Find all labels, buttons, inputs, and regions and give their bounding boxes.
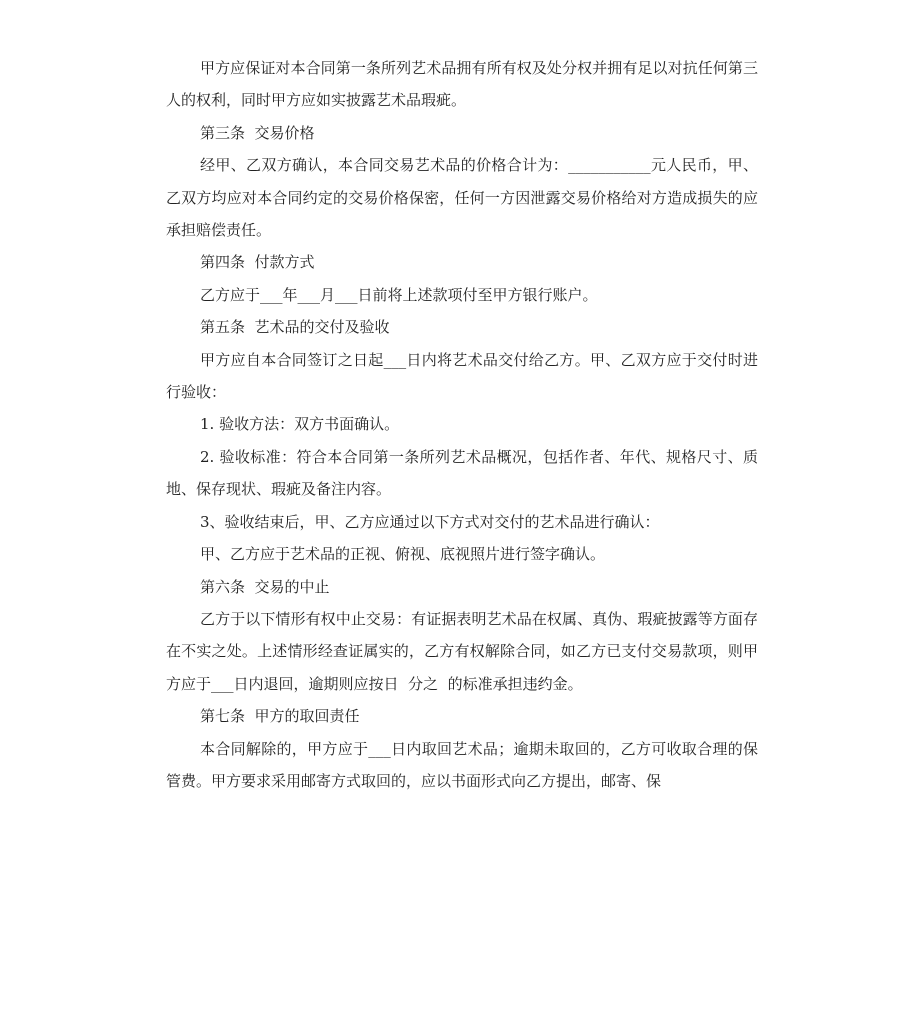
article-5-heading: 第五条 艺术品的交付及验收: [200, 318, 390, 337]
paragraph-inspection-standard: 2. 验收标准：符合本合同第一条所列艺术品概况，包括作者、年代、规格尺寸、质地、保存现状、瑕疵及备注内容。: [166, 447, 758, 499]
paragraph-price: 经甲、乙双方确认，本合同交易艺术品的价格合计为：___________元人民币，甲、乙双方均应对本合同约定的交易价格保密，任何一方因泄露交易价格给对方造成损失的应承担赔偿责任。: [166, 156, 758, 240]
paragraph-inspection-confirmation: 3、验收结束后，甲、乙方应通过以下方式对交付的艺术品进行确认：: [200, 512, 660, 531]
paragraph-suspension: 乙方于以下情形有权中止交易：有证据表明艺术品在权属、真伪、瑕疵披露等方面存在不实之处。上述情形经查证属实的，乙方有权解除合同，如乙方已支付交易款项，则甲方应于___日内退回，逾期则应按日 分之 的标准承担违约金。: [166, 609, 758, 693]
paragraph-photo-signature: 甲、乙方应于艺术品的正视、俯视、底视照片进行签字确认。: [200, 545, 606, 564]
paragraph-delivery: 甲方应自本合同签订之日起___日内将艺术品交付给乙方。甲、乙双方应于交付时进行验收：: [166, 350, 758, 402]
article-3-heading: 第三条 交易价格: [200, 123, 315, 142]
paragraph-inspection-method: 1. 验收方法：双方书面确认。: [200, 415, 400, 434]
article-7-heading: 第七条 甲方的取回责任: [200, 707, 360, 726]
article-4-heading: 第四条 付款方式: [200, 253, 315, 272]
document-page: [166, 52, 758, 797]
paragraph-seller-guarantee: 甲方应保证对本合同第一条所列艺术品拥有所有权及处分权并拥有足以对抗任何第三人的权利，同时甲方应如实披露艺术品瑕疵。: [166, 59, 758, 110]
article-6-heading: 第六条 交易的中止: [200, 577, 330, 596]
paragraph-payment: 乙方应于___年___月___日前将上述款项付至甲方银行账户。: [200, 285, 598, 304]
paragraph-retrieval: 本合同解除的，甲方应于___日内取回艺术品；逾期未取回的，乙方可收取合理的保管费。甲方要求采用邮寄方式取回的，应以书面形式向乙方提出，邮寄、保: [166, 739, 758, 790]
